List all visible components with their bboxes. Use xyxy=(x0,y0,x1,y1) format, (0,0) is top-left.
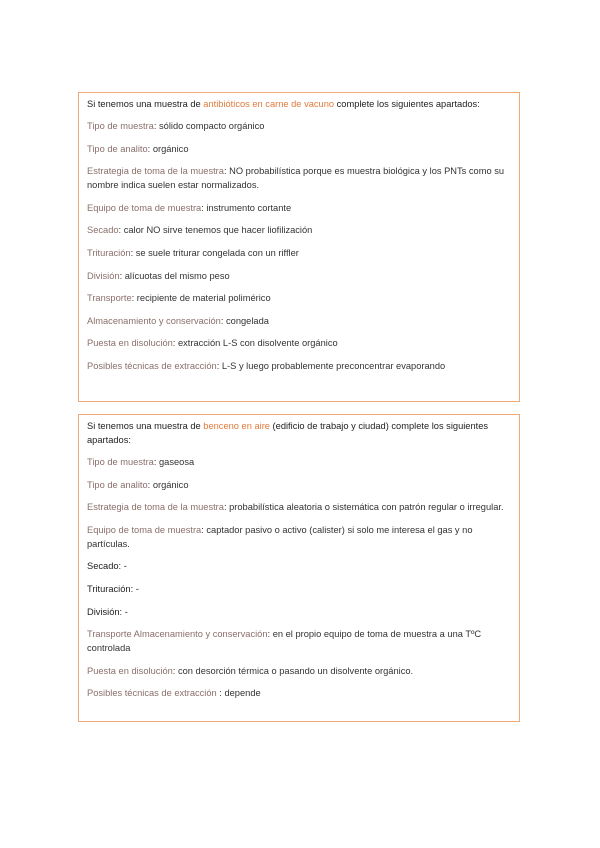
field-separator: : xyxy=(130,247,136,258)
field-label: Almacenamiento y conservación xyxy=(87,315,221,326)
field-value: probabilística aleatoria o sistemática con patrón regular o irregular. xyxy=(229,502,504,513)
field-separator: : xyxy=(119,270,125,281)
field-separator: : xyxy=(223,502,230,513)
question-intro xyxy=(87,419,511,447)
field-label: Posibles técnicas de extracción xyxy=(87,360,217,371)
field-tipo-de-muestra xyxy=(87,119,511,133)
field-estrategia-de-toma-de-la-muestra xyxy=(87,500,511,514)
field-label: Tipo de analito xyxy=(87,479,148,490)
field-trituracion xyxy=(87,246,511,260)
field-value: instrumento cortante xyxy=(206,202,292,213)
intro-prefix: Si tenemos una muestra de xyxy=(87,421,204,431)
field-label: Puesta en disolución xyxy=(87,665,173,676)
field-value: se suele triturar congelada con un riffler xyxy=(135,247,299,258)
field-label: División xyxy=(87,270,120,281)
field-label: Equipo de toma de muestra xyxy=(87,202,202,213)
field-puesta-en-disolucion xyxy=(87,336,511,350)
field-division xyxy=(87,269,511,283)
field-label: Trituración xyxy=(87,247,131,258)
field-value: con desorción térmica o pasando un disolvente orgánico. xyxy=(177,665,414,676)
field-label: Transporte Almacenamiento y conservación xyxy=(87,629,268,640)
field-label: Puesta en disolución xyxy=(87,338,173,349)
field-value: calor NO sirve tenemos que hacer liofilización xyxy=(123,225,313,236)
field-label: Estrategia de toma de la muestra xyxy=(87,502,224,513)
field-empty: Trituración: - xyxy=(87,583,139,594)
field-value: sólido compacto orgánico xyxy=(159,121,265,131)
field-value: en el propio equipo de toma de muestra a una TºC controlada xyxy=(87,629,482,654)
field-separator: : xyxy=(172,665,178,676)
field-value: orgánico xyxy=(152,479,189,490)
field-separator: : xyxy=(147,143,153,154)
question-intro xyxy=(87,97,511,111)
field-separator: : xyxy=(220,315,227,326)
field-tipo-de-analito xyxy=(87,478,511,492)
field-separator: : xyxy=(201,202,207,213)
field-separator: : xyxy=(223,166,230,177)
field-label: Tipo de muestra xyxy=(87,457,154,467)
answer-list xyxy=(87,119,511,373)
field-tipo-de-muestra xyxy=(87,455,511,469)
field-separator: : xyxy=(216,688,225,699)
field-separator: : xyxy=(153,121,160,131)
field-label: Secado xyxy=(87,225,119,236)
field-separator: : xyxy=(147,479,153,490)
field-label: Tipo de muestra xyxy=(87,121,154,131)
field-label: Tipo de analito xyxy=(87,143,148,154)
field-value: extracción L-S con disolvente orgánico xyxy=(177,338,338,349)
field-transporte-almacenamiento-y-conservacion xyxy=(87,627,511,655)
field-transporte xyxy=(87,291,511,305)
field-value: orgánico xyxy=(152,143,189,154)
field-equipo-de-toma-de-muestra xyxy=(87,201,511,215)
field-separator: : xyxy=(267,629,273,640)
field-secado xyxy=(87,223,511,237)
field-value: L-S y luego probablemente preconcentrar evaporando xyxy=(221,360,446,371)
field-value: NO probabilística porque es muestra biológica y los PNTs como su nombre indica suelen estar normalizados. xyxy=(87,166,505,191)
intro-suffix: complete los siguientes apartados: xyxy=(334,99,480,109)
field-separator: : xyxy=(153,457,160,467)
question-box-benceno xyxy=(78,414,520,722)
field-value: depende xyxy=(224,688,261,699)
field-puesta-en-disolucion xyxy=(87,664,511,678)
field-almacenamiento-y-conservacion xyxy=(87,314,511,328)
field-tipo-de-analito xyxy=(87,142,511,156)
field-value: gaseosa xyxy=(159,457,195,467)
field-label: Transporte xyxy=(87,293,132,304)
intro-highlight: antibióticos en carne de vacuno xyxy=(203,99,335,109)
answer-list xyxy=(87,455,511,700)
field-equipo-de-toma-de-muestra xyxy=(87,523,511,551)
field-separator: : xyxy=(131,293,137,304)
field-separator: : xyxy=(201,524,207,535)
field-value: captador pasivo o activo (calister) si solo me interesa el gas y no partículas. xyxy=(87,524,473,549)
field-value: congelada xyxy=(226,315,269,326)
field-separator: : xyxy=(216,360,222,371)
field-label: Estrategia de toma de la muestra xyxy=(87,166,224,177)
field-empty: División: - xyxy=(87,606,128,617)
field-empty: Secado: - xyxy=(87,561,127,572)
field-separator: : xyxy=(118,225,124,236)
intro-suffix: (edificio de trabajo y ciudad) complete los siguientes apartados: xyxy=(87,421,489,445)
field-posibles-tecnicas-de-extraccion xyxy=(87,359,511,373)
field-value: recipiente de material polimérico xyxy=(136,293,271,304)
field-estrategia-de-toma-de-la-muestra xyxy=(87,164,511,192)
intro-highlight: benceno en aire xyxy=(203,421,270,431)
field-value: alícuotas del mismo peso xyxy=(124,270,230,281)
field-separator: : xyxy=(172,338,178,349)
field-label: Posibles técnicas de extracción xyxy=(87,688,217,699)
intro-prefix: Si tenemos una muestra de xyxy=(87,99,204,109)
question-box-antibioticos xyxy=(78,92,520,402)
field-posibles-tecnicas-de-extraccion xyxy=(87,686,511,700)
field-label: Equipo de toma de muestra xyxy=(87,524,202,535)
